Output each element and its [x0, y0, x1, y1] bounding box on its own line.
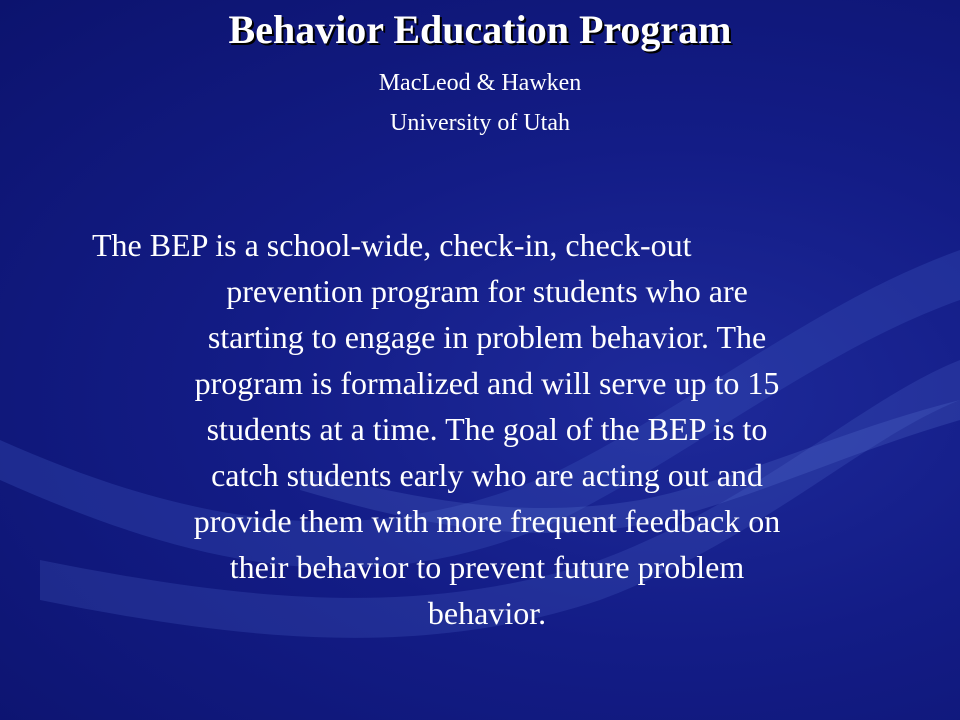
slide-authors: MacLeod & Hawken: [378, 70, 582, 96]
body-line: The BEP is a school-wide, check-in, check-out: [92, 227, 692, 263]
body-line: behavior.: [427, 595, 547, 631]
body-line: students at a time. The goal of the BEP is to: [206, 411, 768, 447]
body-line: provide them with more frequent feedback on: [193, 503, 781, 539]
slide-title: Behavior Education Program: [228, 7, 732, 52]
body-line: starting to engage in problem behavior. The: [207, 319, 767, 355]
slide-body-paragraph: [92, 222, 882, 636]
slide-affiliation: University of Utah: [390, 110, 570, 136]
body-line: program is formalized and will serve up to 15: [194, 365, 780, 401]
body-line: their behavior to prevent future problem: [229, 549, 745, 585]
body-line: prevention program for students who are: [226, 273, 748, 309]
body-line: catch students early who are acting out and: [211, 457, 763, 493]
